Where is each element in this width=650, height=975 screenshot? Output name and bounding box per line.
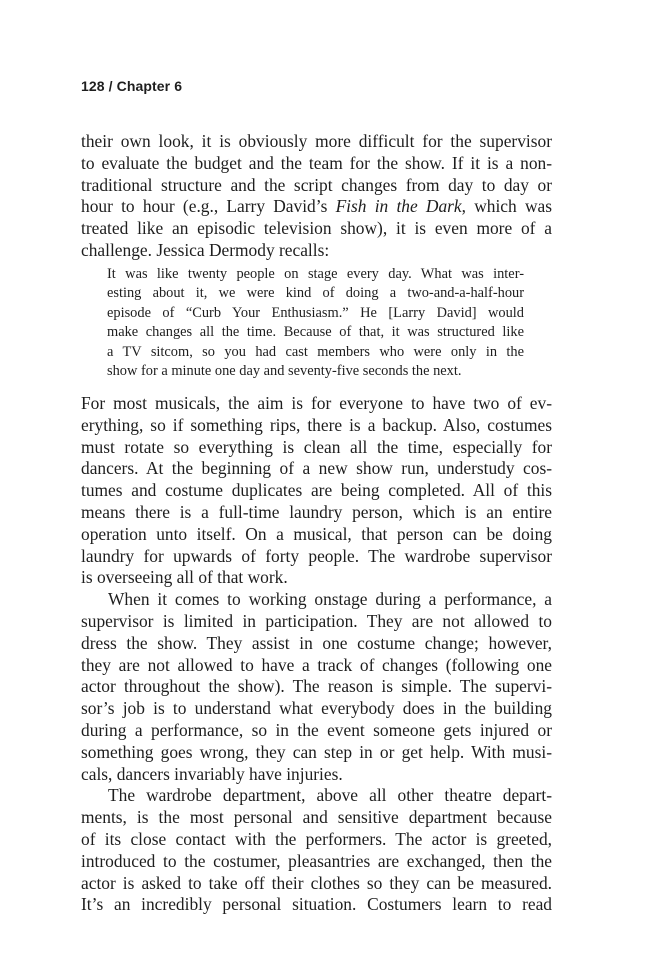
text-line: The wardrobe department, above all other theatre depart-: [108, 785, 552, 806]
quote-line: a TV sitcom, so you had cast members who were only in the: [107, 343, 524, 360]
text-line: actor throughout the show). The reason is simple. The supervi-: [81, 676, 552, 697]
quote-line: esting about it, we were kind of doing a two-and-a-half-hour: [107, 285, 524, 302]
text-segment: , which was: [461, 196, 552, 217]
text-line: laundry for upwards of forty people. The wardrobe supervisor: [81, 545, 552, 566]
quote-line: show for a minute one day and seventy-five seconds the next.: [107, 363, 462, 380]
text-line: must rotate so everything is clean all the time, especially for: [81, 436, 552, 457]
text-line: cals, dancers invariably have injuries.: [81, 763, 343, 784]
text-line: [81, 196, 552, 218]
text-line: tumes and costume duplicates are being completed. All of this: [81, 480, 552, 501]
text-line: their own look, it is obviously more difficult for the supervisor: [81, 131, 552, 151]
text-line: dress the show. They assist in one costume change; however,: [81, 632, 552, 653]
text-line: they are not allowed to have a track of changes (following one: [81, 654, 552, 675]
text-line: dancers. At the beginning of a new show run, understudy cos-: [81, 458, 552, 479]
paragraph-1: [81, 131, 552, 262]
text-line: challenge. Jessica Dermody recalls:: [81, 239, 330, 260]
text-line: treated like an episodic television show), it is even more of a: [81, 218, 552, 239]
text-line: of its close contact with the performers. The actor is greeted,: [81, 828, 552, 849]
block-quote: [107, 265, 524, 381]
text-line: traditional structure and the script changes from day to day or: [81, 174, 552, 195]
text-line: means there is a full-time laundry person, which is an entire: [81, 501, 552, 522]
text-line: to evaluate the budget and the team for the show. If it is a non-: [81, 152, 552, 173]
quote-line: It was like twenty people on stage every day. What was inter-: [107, 266, 524, 282]
book-title-italic: Fish in the Dark: [335, 196, 462, 217]
text-segment: hour to hour (e.g., Larry David’s: [81, 196, 336, 217]
text-line: supervisor is limited in participation. They are not allowed to: [81, 610, 552, 631]
paragraph-2: [81, 393, 552, 916]
text-line: actor is asked to take off their clothes so they can be measured.: [81, 872, 552, 893]
text-line: When it comes to working onstage during a performance, a: [108, 589, 552, 610]
text-line: For most musicals, the aim is for everyone to have two of ev-: [81, 393, 552, 413]
quote-line: make changes all the time. Because of that, it was structured like: [107, 324, 524, 341]
text-line: something goes wrong, they can step in or get help. With musi-: [81, 741, 552, 762]
text-line: It’s an incredibly personal situation. Costumers learn to read: [81, 894, 552, 915]
text-line: is overseeing all of that work.: [81, 567, 288, 588]
text-line: ments, is the most personal and sensitive department because: [81, 807, 552, 828]
quote-line: episode of “Curb Your Enthusiasm.” He [Larry David] would: [107, 304, 524, 321]
running-header: 128 / Chapter 6: [81, 78, 183, 94]
text-line: operation unto itself. On a musical, that person can be doing: [81, 523, 552, 544]
text-line: erything, so if something rips, there is a backup. Also, costumes: [81, 414, 552, 435]
text-line: sor’s job is to understand what everybody does in the building: [81, 698, 552, 719]
text-line: during a performance, so in the event someone gets injured or: [81, 719, 552, 740]
text-line: introduced to the costumer, pleasantries are exchanged, then the: [81, 850, 552, 871]
